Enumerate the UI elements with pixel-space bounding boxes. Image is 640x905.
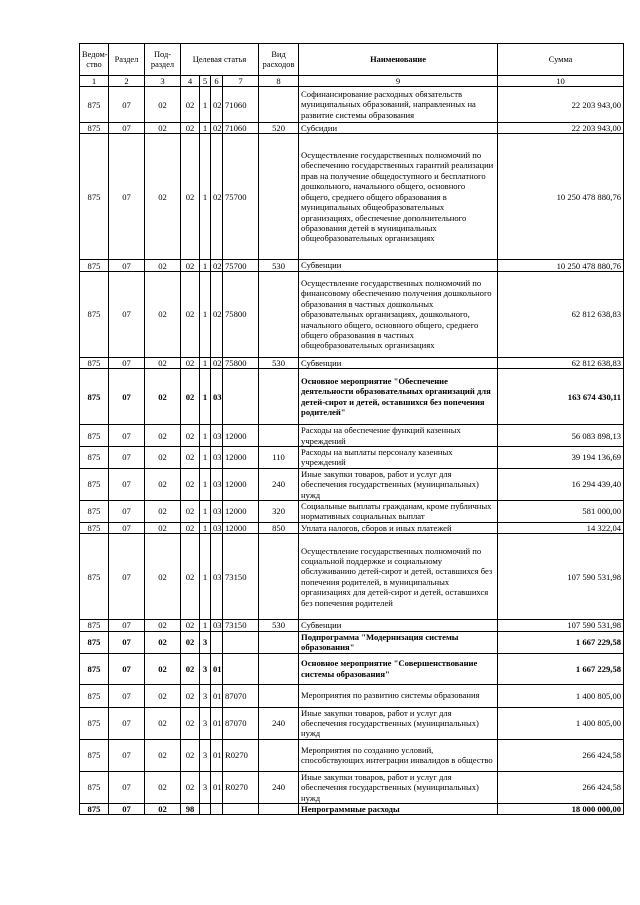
column-number: 4: [181, 76, 200, 87]
cell-event: 01: [211, 771, 223, 803]
cell-podrazdel: 02: [145, 653, 181, 684]
table-row: [80, 771, 624, 803]
cell-event: 03: [211, 522, 223, 533]
cell-subprogram: 1: [200, 425, 211, 447]
cell-naimenovanie: Субвенции: [299, 357, 498, 368]
cell-vedomstvo: 875: [80, 771, 109, 803]
cell-program: 02: [181, 357, 200, 368]
cell-summa: 22 203 943,00: [498, 123, 624, 134]
cell-subprogram: 1: [200, 134, 211, 260]
column-number: 8: [259, 76, 299, 87]
cell-summa: 18 000 000,00: [498, 803, 624, 814]
cell-podrazdel: 02: [145, 739, 181, 771]
cell-vedomstvo: 875: [80, 134, 109, 260]
table-row: [80, 468, 624, 500]
cell-vedomstvo: 875: [80, 684, 109, 707]
cell-podrazdel: 02: [145, 447, 181, 469]
cell-podrazdel: 02: [145, 357, 181, 368]
cell-direction: [223, 369, 259, 425]
cell-vedomstvo: 875: [80, 87, 109, 123]
cell-razdel: 07: [109, 123, 145, 134]
cell-naimenovanie: Подпрограмма "Модернизация системы образования": [299, 631, 498, 653]
cell-program: 02: [181, 707, 200, 739]
cell-event: 03: [211, 620, 223, 631]
cell-podrazdel: 02: [145, 468, 181, 500]
cell-naimenovanie: Расходы на выплаты персоналу казенных учреждений: [299, 447, 498, 469]
cell-razdel: 07: [109, 631, 145, 653]
table-row: [80, 357, 624, 368]
cell-vid-rashodov: [259, 653, 299, 684]
cell-summa: 107 590 531,98: [498, 534, 624, 620]
cell-event: 01: [211, 684, 223, 707]
cell-naimenovanie: Осуществление государственных полномочий по социальной поддержке и социальному обслуживанию детей-сирот и детей, оставшихся без попечения родителей, в муниципальных организациях для детей-сирот и детей, оставшихся без попечения родителей: [299, 534, 498, 620]
cell-program: 02: [181, 425, 200, 447]
cell-podrazdel: 02: [145, 620, 181, 631]
cell-vedomstvo: 875: [80, 653, 109, 684]
cell-summa: 22 203 943,00: [498, 87, 624, 123]
cell-vedomstvo: 875: [80, 357, 109, 368]
cell-summa: 1 667 229,58: [498, 631, 624, 653]
column-number: 5: [200, 76, 211, 87]
table-row: [80, 369, 624, 425]
cell-subprogram: 1: [200, 87, 211, 123]
cell-podrazdel: 02: [145, 803, 181, 814]
header-vid-rashodov: Вид расходов: [259, 44, 299, 76]
cell-vid-rashodov: [259, 271, 299, 357]
cell-summa: 10 250 478 880,76: [498, 260, 624, 271]
cell-direction: 12000: [223, 447, 259, 469]
header-naimenovanie: Наименование: [299, 44, 498, 76]
cell-vid-rashodov: 240: [259, 707, 299, 739]
cell-vid-rashodov: [259, 534, 299, 620]
table-row: [80, 271, 624, 357]
cell-program: 02: [181, 684, 200, 707]
cell-naimenovanie: Субсидии: [299, 123, 498, 134]
cell-vedomstvo: 875: [80, 631, 109, 653]
cell-razdel: 07: [109, 369, 145, 425]
cell-event: 03: [211, 425, 223, 447]
cell-direction: 75700: [223, 260, 259, 271]
column-number: 3: [145, 76, 181, 87]
cell-vid-rashodov: [259, 369, 299, 425]
cell-direction: [223, 631, 259, 653]
cell-razdel: 07: [109, 534, 145, 620]
cell-subprogram: 3: [200, 684, 211, 707]
cell-program: 02: [181, 620, 200, 631]
cell-summa: 266 424,58: [498, 771, 624, 803]
cell-razdel: 07: [109, 771, 145, 803]
cell-vid-rashodov: [259, 425, 299, 447]
cell-event: 02: [211, 357, 223, 368]
cell-program: 02: [181, 771, 200, 803]
cell-vedomstvo: 875: [80, 468, 109, 500]
table-row: [80, 631, 624, 653]
cell-razdel: 07: [109, 357, 145, 368]
cell-razdel: 07: [109, 468, 145, 500]
cell-vid-rashodov: 110: [259, 447, 299, 469]
cell-direction: 75800: [223, 271, 259, 357]
cell-program: 02: [181, 653, 200, 684]
table-row: [80, 425, 624, 447]
cell-program: 98: [181, 803, 200, 814]
cell-event: 02: [211, 123, 223, 134]
cell-razdel: 07: [109, 447, 145, 469]
cell-direction: 12000: [223, 501, 259, 523]
cell-subprogram: 1: [200, 369, 211, 425]
table-row: [80, 653, 624, 684]
table-row: [80, 123, 624, 134]
cell-razdel: 07: [109, 501, 145, 523]
cell-direction: 71060: [223, 123, 259, 134]
header-vedomstvo: Ведом-ство: [80, 44, 109, 76]
cell-program: 02: [181, 134, 200, 260]
cell-summa: 10 250 478 880,76: [498, 134, 624, 260]
cell-razdel: 07: [109, 803, 145, 814]
header-row: [80, 44, 624, 76]
cell-razdel: 07: [109, 739, 145, 771]
cell-direction: 87070: [223, 684, 259, 707]
cell-vedomstvo: 875: [80, 260, 109, 271]
cell-direction: 12000: [223, 468, 259, 500]
cell-vid-rashodov: 530: [259, 620, 299, 631]
cell-event: 01: [211, 739, 223, 771]
cell-summa: 62 812 638,83: [498, 357, 624, 368]
header-summa: Сумма: [498, 44, 624, 76]
table-row: [80, 739, 624, 771]
cell-vedomstvo: 875: [80, 522, 109, 533]
cell-vid-rashodov: 530: [259, 260, 299, 271]
cell-naimenovanie: Иные закупки товаров, работ и услуг для обеспечения государственных (муниципальных) нужд: [299, 707, 498, 739]
cell-naimenovanie: Иные закупки товаров, работ и услуг для обеспечения государственных (муниципальных) нужд: [299, 771, 498, 803]
table-row: [80, 620, 624, 631]
cell-direction: [223, 803, 259, 814]
cell-vid-rashodov: [259, 803, 299, 814]
cell-podrazdel: 02: [145, 134, 181, 260]
cell-vedomstvo: 875: [80, 271, 109, 357]
table-row: [80, 447, 624, 469]
header-celevaya-statya: Целевая статья: [181, 44, 259, 76]
table-row: [80, 707, 624, 739]
cell-event: 03: [211, 369, 223, 425]
cell-podrazdel: 02: [145, 684, 181, 707]
cell-razdel: 07: [109, 260, 145, 271]
cell-event: 01: [211, 653, 223, 684]
cell-razdel: 07: [109, 134, 145, 260]
cell-vid-rashodov: [259, 739, 299, 771]
cell-razdel: 07: [109, 271, 145, 357]
cell-summa: 56 083 898,13: [498, 425, 624, 447]
cell-razdel: 07: [109, 684, 145, 707]
cell-podrazdel: 02: [145, 707, 181, 739]
cell-vid-rashodov: 850: [259, 522, 299, 533]
cell-program: 02: [181, 369, 200, 425]
cell-podrazdel: 02: [145, 87, 181, 123]
column-number-row: [80, 76, 624, 87]
cell-summa: 1 400 805,00: [498, 684, 624, 707]
cell-direction: R0270: [223, 739, 259, 771]
cell-event: 02: [211, 271, 223, 357]
cell-subprogram: 3: [200, 739, 211, 771]
cell-subprogram: 1: [200, 260, 211, 271]
cell-razdel: 07: [109, 87, 145, 123]
cell-naimenovanie: Осуществление государственных полномочий по обеспечению государственных гарантий реализации прав на получение общедоступного и бесплатного дошкольного, начального общего, основного общего, среднего общего образования в муниципальных общеобразовательных организациях, обеспечение дополнительного образования детей в муниципальных общеобразовательных организациях: [299, 134, 498, 260]
cell-program: 02: [181, 534, 200, 620]
table-row: [80, 260, 624, 271]
cell-program: 02: [181, 631, 200, 653]
cell-vid-rashodov: [259, 631, 299, 653]
cell-vid-rashodov: 520: [259, 123, 299, 134]
cell-naimenovanie: Основное мероприятие "Совершенствование системы образования": [299, 653, 498, 684]
cell-vedomstvo: 875: [80, 123, 109, 134]
cell-program: 02: [181, 260, 200, 271]
table-row: [80, 522, 624, 533]
cell-subprogram: 3: [200, 631, 211, 653]
column-number: 6: [211, 76, 223, 87]
cell-summa: 62 812 638,83: [498, 271, 624, 357]
column-number: 7: [223, 76, 259, 87]
cell-vid-rashodov: 320: [259, 501, 299, 523]
cell-naimenovanie: Субвенции: [299, 620, 498, 631]
cell-naimenovanie: Осуществление государственных полномочий по финансовому обеспечению получения дошкольного образования в частных дошкольных образовательных организациях, дошкольного, начального общего, основного общего, среднего общего образования в частных общеобразовательных организациях: [299, 271, 498, 357]
cell-event: 03: [211, 534, 223, 620]
cell-summa: 14 322,04: [498, 522, 624, 533]
cell-event: 03: [211, 447, 223, 469]
cell-direction: 12000: [223, 425, 259, 447]
cell-summa: 107 590 531,98: [498, 620, 624, 631]
cell-program: 02: [181, 447, 200, 469]
cell-razdel: 07: [109, 653, 145, 684]
cell-summa: 39 194 136,69: [498, 447, 624, 469]
cell-summa: 163 674 430,11: [498, 369, 624, 425]
header-podrazdel: Под-раздел: [145, 44, 181, 76]
cell-razdel: 07: [109, 522, 145, 533]
cell-vedomstvo: 875: [80, 501, 109, 523]
cell-vedomstvo: 875: [80, 425, 109, 447]
cell-subprogram: [200, 803, 211, 814]
column-number: 2: [109, 76, 145, 87]
table-row: [80, 534, 624, 620]
cell-direction: 75700: [223, 134, 259, 260]
cell-subprogram: 1: [200, 501, 211, 523]
cell-podrazdel: 02: [145, 501, 181, 523]
table-row: [80, 134, 624, 260]
cell-summa: 1 400 805,00: [498, 707, 624, 739]
cell-vid-rashodov: [259, 684, 299, 707]
cell-event: 02: [211, 134, 223, 260]
cell-event: 03: [211, 501, 223, 523]
cell-event: 01: [211, 707, 223, 739]
cell-program: 02: [181, 123, 200, 134]
table-row: [80, 684, 624, 707]
cell-naimenovanie: Непрограммные расходы: [299, 803, 498, 814]
cell-subprogram: 1: [200, 534, 211, 620]
header-razdel: Раздел: [109, 44, 145, 76]
cell-summa: 16 294 439,40: [498, 468, 624, 500]
cell-vid-rashodov: 240: [259, 771, 299, 803]
cell-direction: 12000: [223, 522, 259, 533]
cell-podrazdel: 02: [145, 771, 181, 803]
cell-naimenovanie: Субвенции: [299, 260, 498, 271]
cell-direction: 73150: [223, 620, 259, 631]
cell-program: 02: [181, 522, 200, 533]
cell-direction: [223, 653, 259, 684]
cell-razdel: 07: [109, 425, 145, 447]
cell-naimenovanie: Софинансирование расходных обязательств муниципальных образований, направленных на развитие системы образования: [299, 87, 498, 123]
cell-event: [211, 631, 223, 653]
cell-naimenovanie: Основное мероприятие "Обеспечение деятельности образовательных организаций для детей-сирот и детей, оставшихся без попечения родителей": [299, 369, 498, 425]
cell-podrazdel: 02: [145, 271, 181, 357]
cell-vedomstvo: 875: [80, 620, 109, 631]
cell-razdel: 07: [109, 707, 145, 739]
cell-podrazdel: 02: [145, 425, 181, 447]
cell-subprogram: 3: [200, 653, 211, 684]
cell-vid-rashodov: [259, 87, 299, 123]
cell-podrazdel: 02: [145, 369, 181, 425]
column-number: 1: [80, 76, 109, 87]
cell-program: 02: [181, 87, 200, 123]
cell-podrazdel: 02: [145, 522, 181, 533]
cell-program: 02: [181, 271, 200, 357]
cell-summa: 266 424,58: [498, 739, 624, 771]
cell-vid-rashodov: [259, 134, 299, 260]
cell-subprogram: 3: [200, 707, 211, 739]
cell-program: 02: [181, 739, 200, 771]
budget-table: [79, 43, 624, 815]
cell-naimenovanie: Социальные выплаты гражданам, кроме публичных нормативных социальных выплат: [299, 501, 498, 523]
column-number: 9: [299, 76, 498, 87]
cell-subprogram: 1: [200, 468, 211, 500]
table-row: [80, 501, 624, 523]
cell-naimenovanie: Расходы на обеспечение функций казенных учреждений: [299, 425, 498, 447]
cell-vedomstvo: 875: [80, 369, 109, 425]
cell-podrazdel: 02: [145, 260, 181, 271]
cell-event: 02: [211, 87, 223, 123]
cell-razdel: 07: [109, 620, 145, 631]
cell-subprogram: 1: [200, 357, 211, 368]
cell-vid-rashodov: 240: [259, 468, 299, 500]
cell-podrazdel: 02: [145, 631, 181, 653]
cell-direction: R0270: [223, 771, 259, 803]
cell-subprogram: 3: [200, 771, 211, 803]
table-row: [80, 803, 624, 814]
cell-direction: 73150: [223, 534, 259, 620]
cell-summa: 581 000,00: [498, 501, 624, 523]
cell-podrazdel: 02: [145, 534, 181, 620]
cell-event: 03: [211, 468, 223, 500]
cell-summa: 1 667 229,58: [498, 653, 624, 684]
cell-podrazdel: 02: [145, 123, 181, 134]
cell-event: 02: [211, 260, 223, 271]
cell-event: [211, 803, 223, 814]
cell-subprogram: 1: [200, 123, 211, 134]
cell-subprogram: 1: [200, 522, 211, 533]
cell-naimenovanie: Уплата налогов, сборов и иных платежей: [299, 522, 498, 533]
cell-vedomstvo: 875: [80, 803, 109, 814]
cell-subprogram: 1: [200, 271, 211, 357]
cell-vedomstvo: 875: [80, 534, 109, 620]
cell-naimenovanie: Мероприятия по созданию условий, способствующих интеграции инвалидов в общество: [299, 739, 498, 771]
cell-naimenovanie: Иные закупки товаров, работ и услуг для обеспечения государственных (муниципальных) нужд: [299, 468, 498, 500]
cell-naimenovanie: Мероприятия по развитию системы образования: [299, 684, 498, 707]
cell-direction: 75800: [223, 357, 259, 368]
cell-vedomstvo: 875: [80, 739, 109, 771]
cell-subprogram: 1: [200, 447, 211, 469]
cell-program: 02: [181, 501, 200, 523]
cell-subprogram: 1: [200, 620, 211, 631]
cell-vedomstvo: 875: [80, 447, 109, 469]
column-number: 10: [498, 76, 624, 87]
cell-vedomstvo: 875: [80, 707, 109, 739]
cell-program: 02: [181, 468, 200, 500]
cell-vid-rashodov: 530: [259, 357, 299, 368]
table-row: [80, 87, 624, 123]
cell-direction: 71060: [223, 87, 259, 123]
cell-direction: 87070: [223, 707, 259, 739]
